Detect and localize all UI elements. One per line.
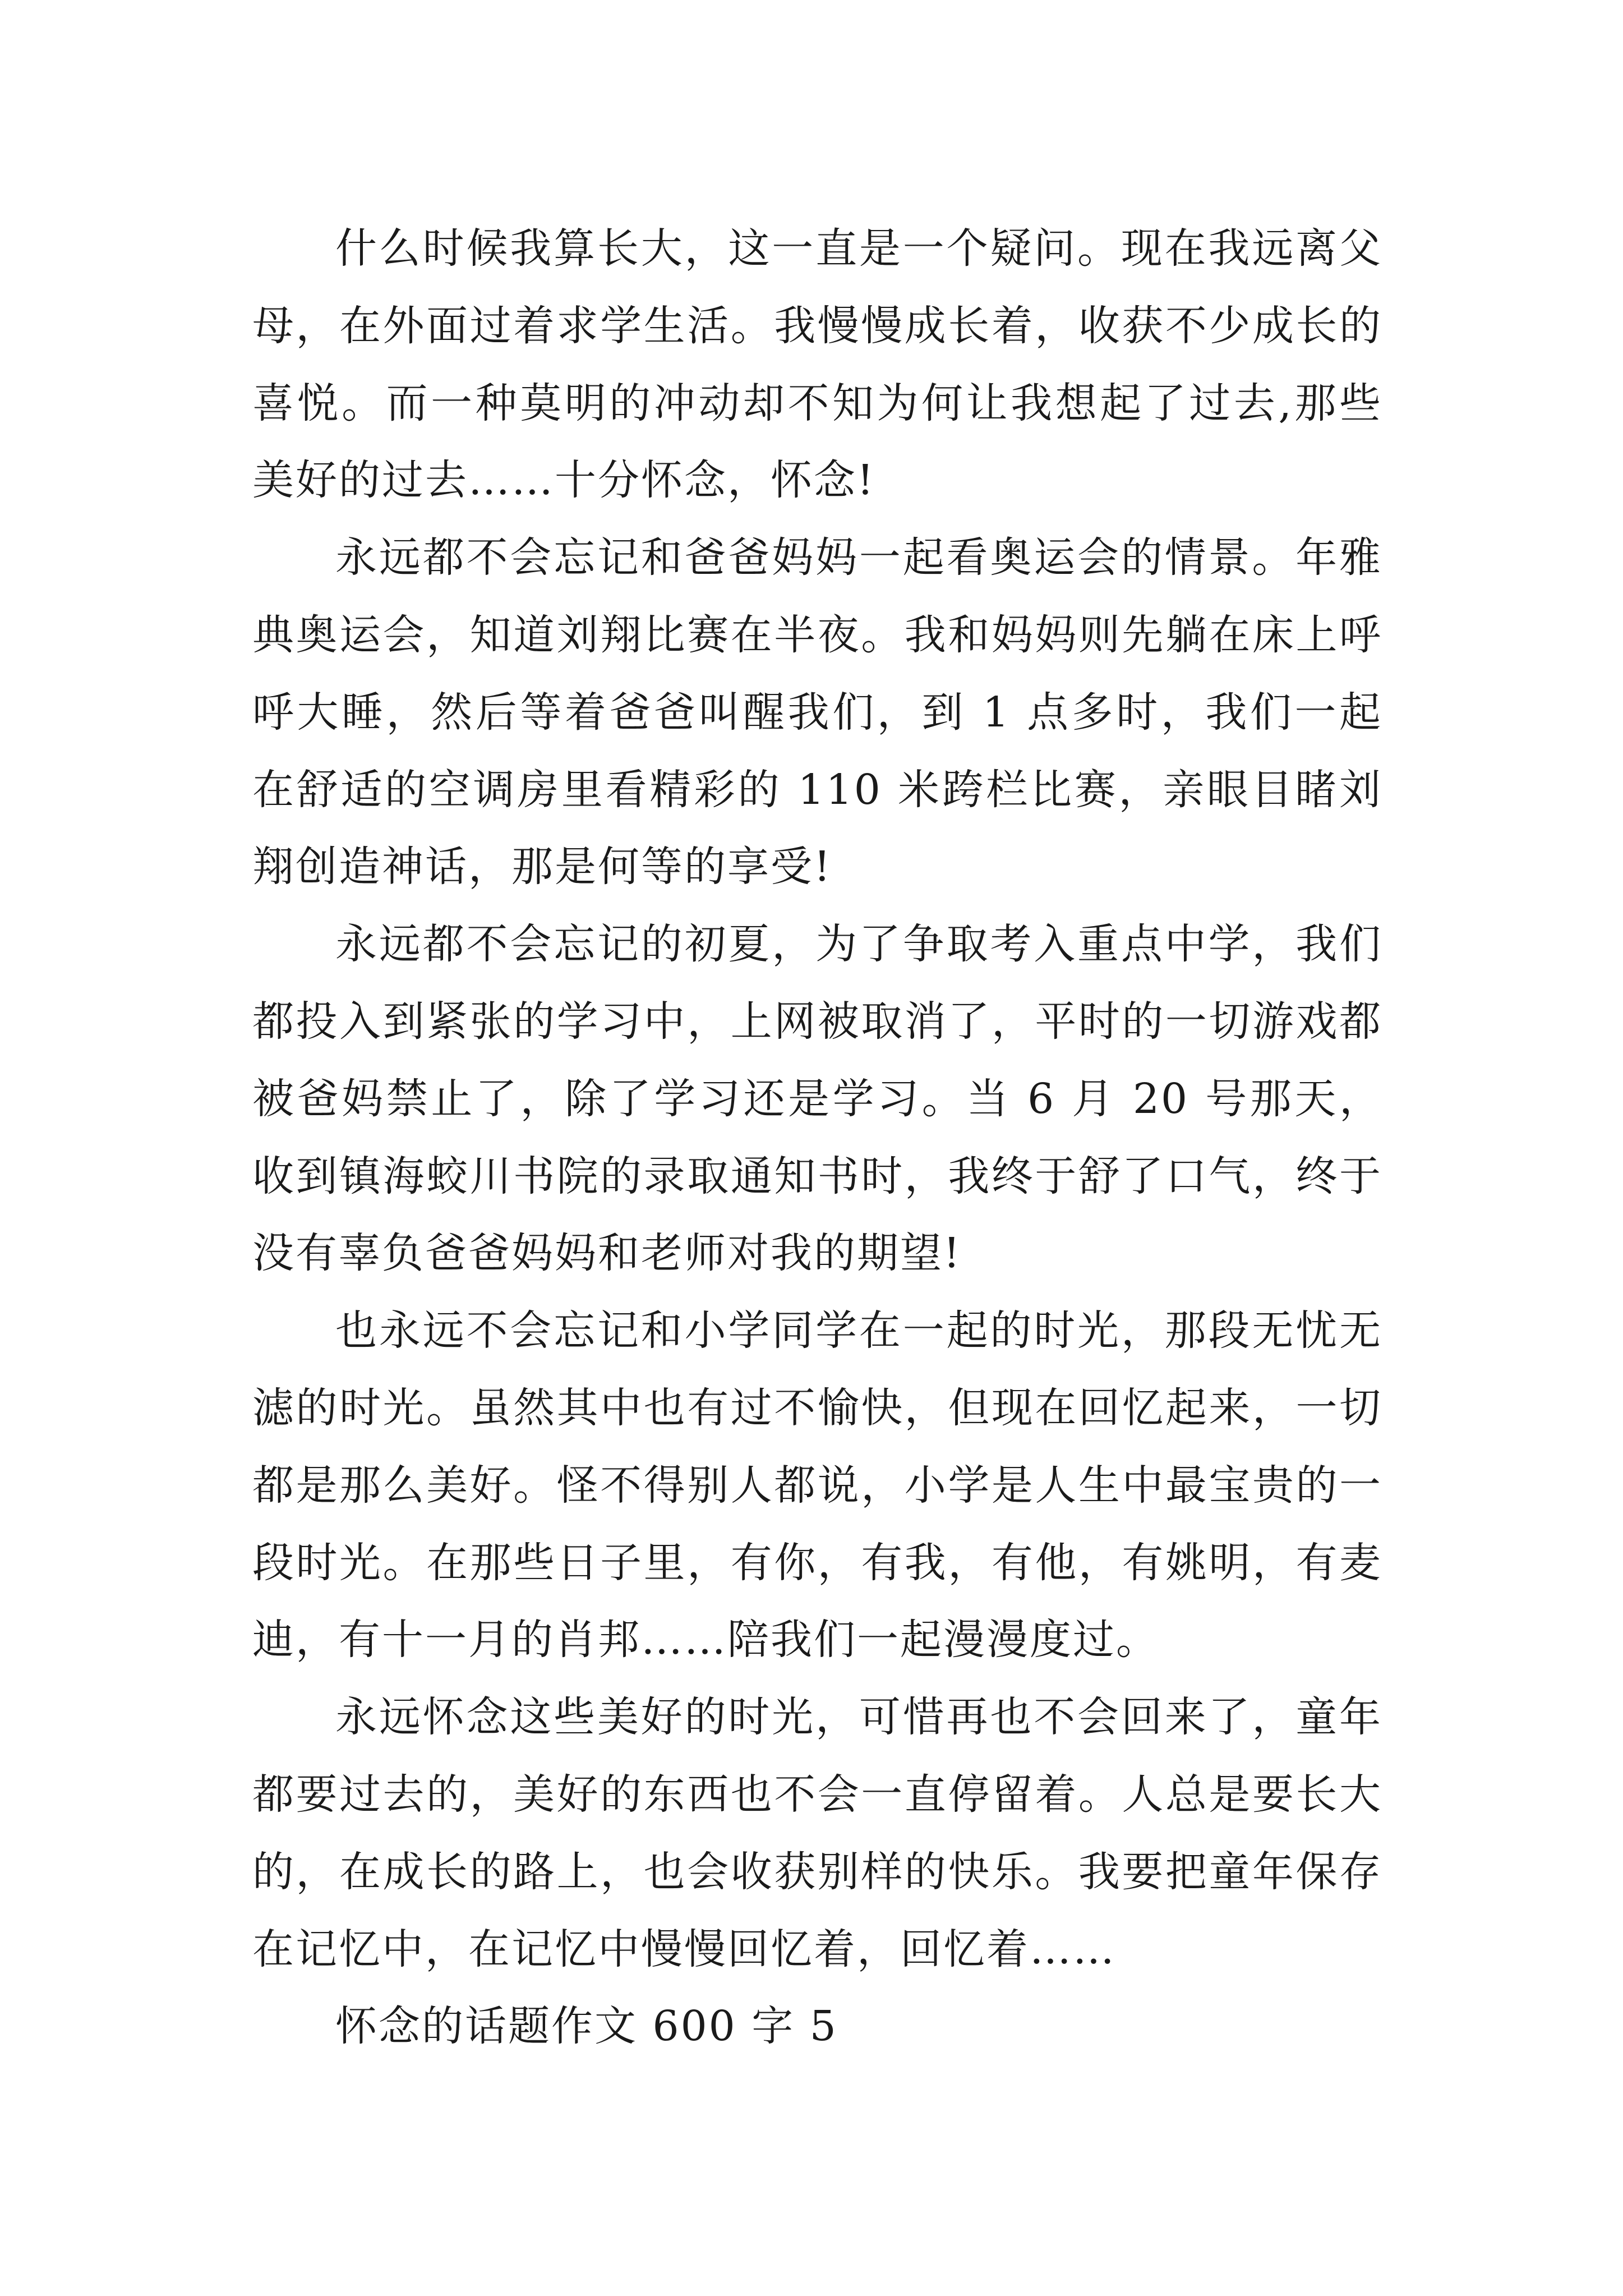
document-body [252,210,1382,2065]
paragraph: 永远怀念这些美好的时光，可惜再也不会回来了，童年都要过去的，美好的东西也不会一直停留着。人总是要长大的，在成长的路上，也会收获别样的快乐。我要把童年保存在记忆中，在记忆中慢慢回忆着，回忆着…… [252,1693,1382,1973]
paragraph: 永远都不会忘记的初夏，为了争取考入重点中学，我们都投入到紧张的学习中，上网被取消了，平时的一切游戏都被爸妈禁止了，除了学习还是学习。当 6 月 20 号那天，收到镇海蛟川书院的录取通知书时，我终于舒了口气，终于没有辜负爸爸妈妈和老师对我的期望! [252,920,1382,1278]
section-heading: 怀念的话题作文 600 字 5 [335,2002,838,2051]
paragraph: 什么时候我算长大，这一直是一个疑问。现在我远离父母，在外面过着求学生活。我慢慢成长着，收获不少成长的喜悦。而一种莫明的冲动却不知为何让我想起了过去,那些美好的过去……十分怀念，怀念! [252,224,1382,505]
paragraph: 永远都不会忘记和爸爸妈妈一起看奥运会的情景。年雅典奥运会，知道刘翔比赛在半夜。我和妈妈则先躺在床上呼呼大睡，然后等着爸爸叫醒我们，到 1 点多时，我们一起在舒适的空调房里看精彩的 110 米跨栏比赛，亲眼目睹刘翔创造神话，那是何等的享受! [252,533,1382,891]
paragraph: 也永远不会忘记和小学同学在一起的时光，那段无忧无滤的时光。虽然其中也有过不愉快，但现在回忆起来，一切都是那么美好。怪不得别人都说，小学是人生中最宝贵的一段时光。在那些日子里，有你，有我，有他，有姚明，有麦迪，有十一月的肖邦……陪我们一起漫漫度过。 [252,1306,1382,1664]
